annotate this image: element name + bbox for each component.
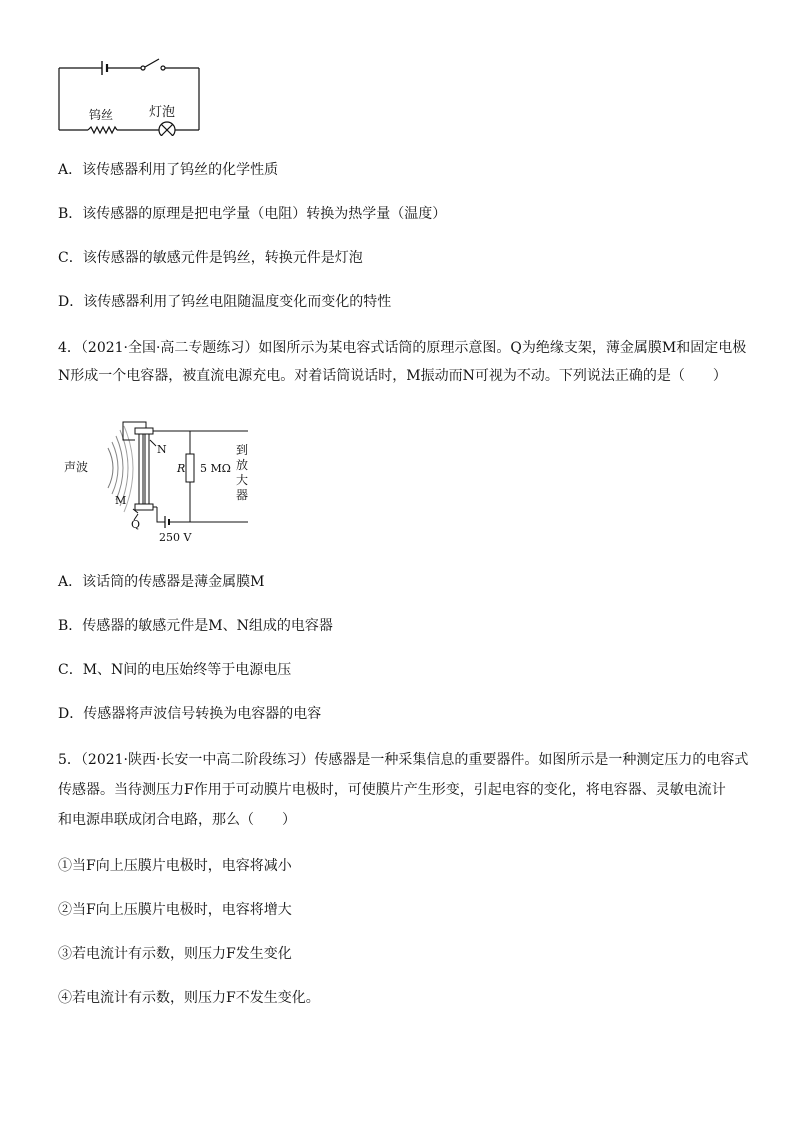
q3-option-d: D．该传感器利用了钨丝电阻随温度变化而变化的特性: [58, 294, 392, 310]
q4-option-c: C．M、N间的电压始终等于电源电压: [58, 662, 292, 678]
q5-statement-1: ①当F向上压膜片电极时，电容将减小: [58, 858, 292, 874]
q4-stem-line1: 4．（2021·全国·高二专题练习）如图所示为某电容式话筒的原理示意图。Q为绝缘支架，薄金属膜M和固定电极: [58, 340, 747, 356]
q5-stem-line3: 和电源串联成闭合电路，那么（ ）: [58, 812, 296, 828]
q5-stem-line2: 传感器。当待测压力F作用于可动膜片电极时，可使膜片产生形变，引起电容的变化，将电容器、灵敏电流计: [58, 782, 726, 798]
resistance-value-label: 5 MΩ: [200, 462, 231, 475]
amplifier-label-char-3: 大: [236, 473, 249, 487]
q5-statement-4: ④若电流计有示数，则压力F不发生变化。: [58, 990, 320, 1006]
amplifier-label-char-4: 器: [236, 488, 249, 502]
amplifier-label-char-2: 放: [236, 458, 249, 472]
support-q-label: Q: [131, 518, 141, 531]
bulb-label: 灯泡: [149, 105, 176, 120]
q5-stem-line1: 5．（2021·陕西·长安一中高二阶段练习）传感器是一种采集信息的重要器件。如图所示是一种测定压力的电容式: [58, 752, 749, 768]
q4-option-d: D．传感器将声波信号转换为电容器的电容: [58, 706, 322, 722]
electrode-n-label: N: [157, 443, 167, 456]
q4-option-a: A．该话筒的传感器是薄金属膜M: [58, 574, 265, 590]
voltage-label: 250 V: [159, 531, 192, 544]
resistor-r-label: R: [177, 462, 186, 475]
sound-wave-label: 声波: [64, 460, 89, 474]
q4-option-b: B．传感器的敏感元件是M、N组成的电容器: [58, 618, 333, 634]
q3-option-a: A．该传感器利用了钨丝的化学性质: [58, 162, 279, 178]
q3-option-c: C．该传感器的敏感元件是钨丝，转换元件是灯泡: [58, 250, 363, 266]
q5-statement-3: ③若电流计有示数，则压力F发生变化: [58, 946, 292, 962]
q5-statement-2: ②当F向上压膜片电极时，电容将增大: [58, 902, 292, 918]
membrane-m-label: M: [115, 494, 127, 507]
q4-stem-line2: N形成一个电容器，被直流电源充电。对着话筒说话时，M振动而N可视为不动。下列说法正确的是（ ）: [58, 368, 727, 384]
capacitor-microphone-diagram: [58, 418, 258, 546]
q3-option-b: B．该传感器的原理是把电学量（电阻）转换为热学量（温度）: [58, 206, 447, 222]
amplifier-label-char-1: 到: [236, 443, 249, 457]
tungsten-wire-label: 钨丝: [89, 108, 114, 122]
tungsten-bulb-circuit-diagram: [55, 52, 205, 136]
